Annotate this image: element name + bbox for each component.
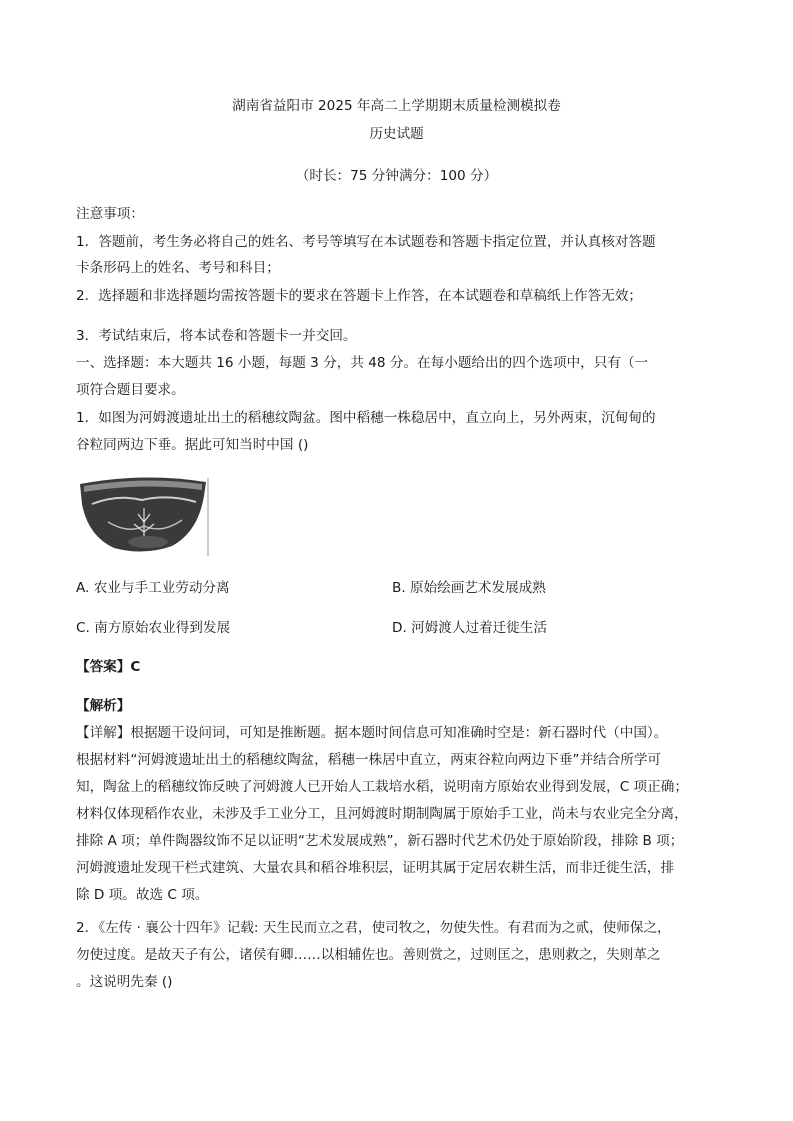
- exam-meta: （时长：75 分钟满分：100 分）: [295, 168, 498, 184]
- option-a: A. 农业与手工业劳动分离: [76, 580, 230, 596]
- option-b: B. 原始绘画艺术发展成熟: [392, 580, 546, 596]
- exam-title: 湖南省益阳市 2025 年高二上学期期末质量检测模拟卷: [232, 98, 561, 114]
- analysis-line: 除 D 项。故选 C 项。: [76, 887, 209, 903]
- answer-label: 【答案】C: [76, 659, 141, 675]
- exam-subject: 历史试题: [369, 126, 424, 142]
- section-instruction: 项符合题目要求。: [76, 382, 185, 398]
- pottery-basin-image: [78, 474, 210, 558]
- option-c: C. 南方原始农业得到发展: [76, 620, 231, 636]
- analysis-line: 材料仅体现稻作农业，未涉及手工业分工，且河姆渡时期制陶属于原始手工业，尚未与农业完全分离，: [76, 806, 688, 822]
- analysis-line: 排除 A 项；单件陶器纹饰不足以证明“艺术发展成熟”，新石器时代艺术仍处于原始阶段，排除 B 项；: [76, 833, 684, 849]
- question-stem: 1．如图为河姆渡遗址出土的稻穗纹陶盆。图中稻穗一株稳居中，直立向上，另外两束，沉甸甸的: [76, 410, 656, 426]
- notice-item: 卡条形码上的姓名、考号和科目；: [76, 260, 280, 276]
- question-stem: 谷粒同两边下垂。据此可知当时中国 (): [76, 437, 309, 453]
- analysis-line: 根据材料“河姆渡遗址出土的稻穗纹陶盆，稻穗一株居中直立，两束谷粒向两边下垂”并结合所学可: [76, 752, 662, 768]
- notice-item: 1．答题前，考生务必将自己的姓名、考号等填写在本试题卷和答题卡指定位置，并认真核对答题: [76, 234, 656, 250]
- analysis-line: 河姆渡遗址发现干栏式建筑、大量农具和稻谷堆积层，证明其属于定居农耕生活，而非迁徙生活，排: [76, 860, 675, 876]
- analysis-heading: 【解析】: [76, 698, 131, 714]
- question-stem: 2．《左传 · 襄公十四年》记载: 天生民而立之君，使司牧之，勿使失性。有君而为之贰，使师保之，: [76, 920, 671, 936]
- notice-item: 2．选择题和非选择题均需按答题卡的要求在答题卡上作答，在本试题卷和草稿纸上作答无效；: [76, 288, 642, 304]
- analysis-line: 知，陶盆上的稻穗纹饰反映了河姆渡人已开始人工栽培水稻，说明南方原始农业得到发展，C 项正确；: [76, 779, 688, 795]
- notice-heading: 注意事项：: [76, 206, 144, 222]
- question-stem: 勿使过度。是故天子有公，诸侯有卿……以相辅佐也。善则赏之，过则匡之，患则救之，失则革之: [76, 947, 661, 963]
- analysis-line: 【详解】根据题干设问词，可知是推断题。据本题时间信息可知准确时空是：新石器时代（中国）。: [76, 725, 668, 741]
- section-instruction: 一、选择题：本大题共 16 小题，每题 3 分，共 48 分。在每小题给出的四个选项中，只有（一: [76, 355, 649, 371]
- notice-item: 3．考试结束后，将本试卷和答题卡一并交回。: [76, 328, 357, 344]
- question-stem: 。这说明先秦 (): [76, 974, 173, 990]
- option-d: D. 河姆渡人过着迁徙生活: [392, 620, 548, 636]
